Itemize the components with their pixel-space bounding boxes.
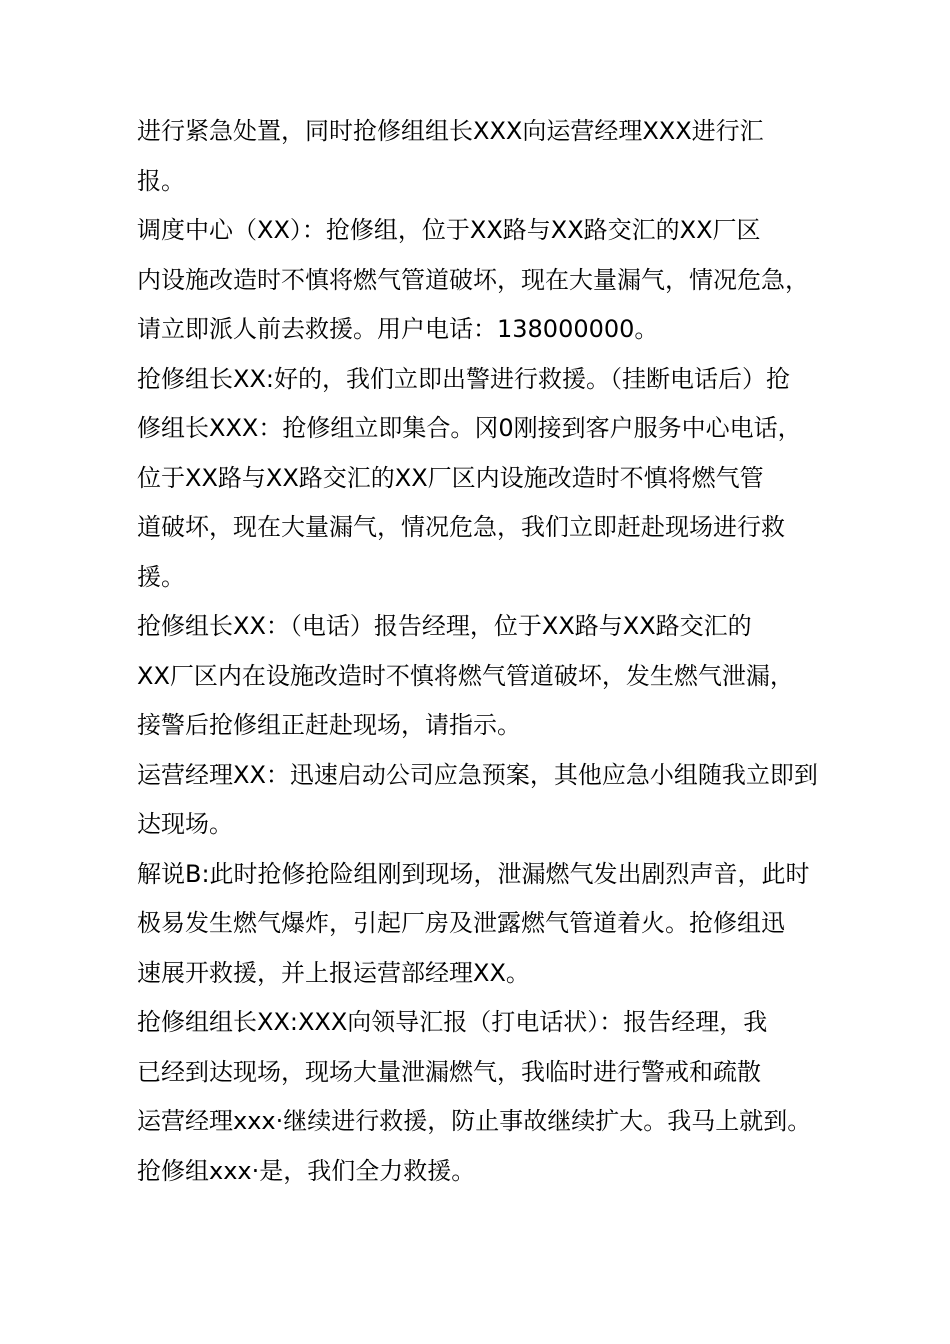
- text-line: 内设施改造时不慎将燃气管道破坏，现在大量漏气，情况危急，: [137, 265, 809, 294]
- text-line: 报。: [137, 166, 185, 195]
- text-line: 抢修组xxx·是，我们全力救援。: [137, 1156, 476, 1185]
- text-line: 修组长XXX：抢修组立即集合。冈0刚接到客户服务中心电话，: [137, 414, 802, 442]
- text-line: 运营经理xxx·继续进行救援，防止事故继续扩大。我马上就到。: [137, 1107, 812, 1135]
- text-line: 位于XX路与XX路交汇的XX厂区内设施改造时不慎将燃气管: [137, 463, 764, 492]
- document-body: [137, 107, 827, 1196]
- text-line: 达现场。: [137, 810, 233, 838]
- text-line: 请立即派人前去救援。用户电话：138000000。: [137, 315, 659, 343]
- text-line: 已经到达现场，现场大量泄漏燃气，我临时进行警戒和疏散: [137, 1057, 761, 1086]
- text-line: 援。: [137, 562, 185, 591]
- text-line: 接警后抢修组正赶赴现场，请指示。: [137, 711, 521, 739]
- text-line: 运营经理XX：迅速启动公司应急预案，其他应急小组随我立即到: [137, 760, 818, 789]
- text-line: XX厂区内在设施改造时不慎将燃气管道破坏，发生燃气泄漏，: [137, 661, 794, 690]
- text-line: 进行紧急处置，同时抢修组组长XXX向运营经理XXX进行汇: [137, 117, 764, 145]
- text-line: 调度中心（XX）：抢修组，位于XX路与XX路交汇的XX厂区: [137, 216, 761, 244]
- text-line: 抢修组组长XX:XXX向领导汇报（打电话状）：报告经理，我: [137, 1008, 768, 1036]
- text-line: 解说B:此时抢修抢险组刚到现场，泄漏燃气发出剧烈声音，此时: [137, 859, 810, 888]
- text-line: 抢修组长XX：（电话）报告经理，位于XX路与XX路交汇的: [137, 612, 752, 640]
- text-line: 极易发生燃气爆炸，引起厂房及泄露燃气管道着火。抢修组迅: [137, 909, 785, 937]
- text-line: 道破坏，现在大量漏气，情况危急，我们立即赶赴现场进行救: [137, 513, 785, 541]
- text-line: 抢修组长XX:好的，我们立即出警进行救援。（挂断电话后）抢: [137, 364, 790, 393]
- text-line: 速展开救援，并上报运营部经理XX。: [137, 958, 530, 987]
